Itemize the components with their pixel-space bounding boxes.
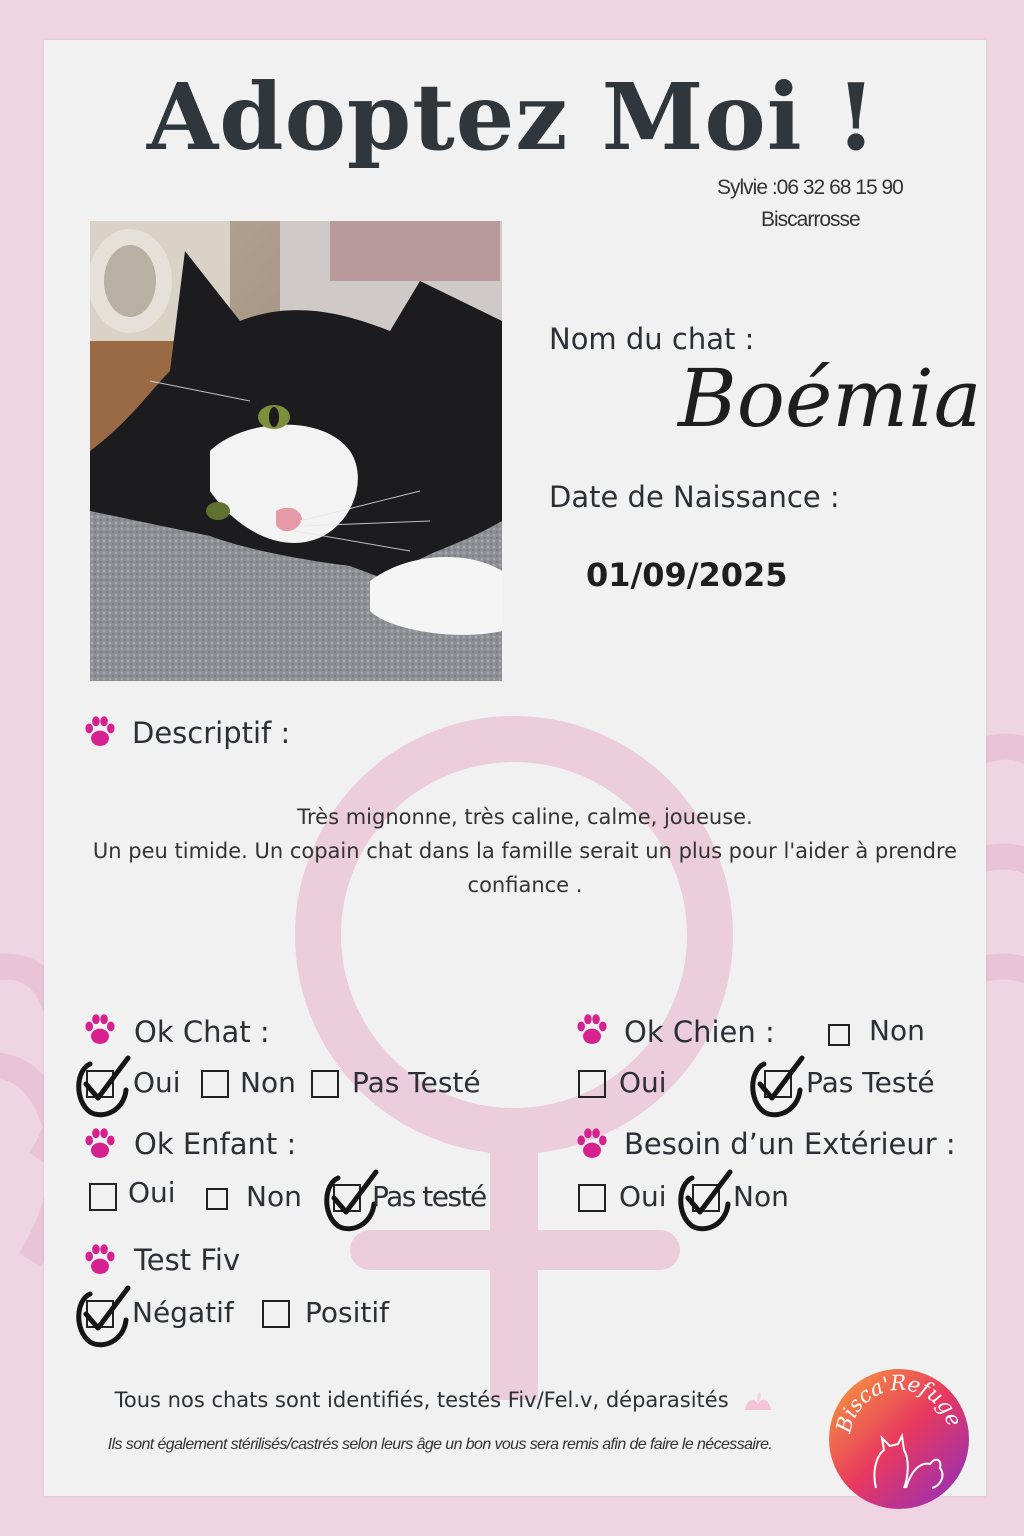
- exterieur-label: Besoin d’un Extérieur :: [624, 1127, 956, 1161]
- footer-text-1: Tous nos chats sont identifiés, testés Fiv/Fel.v, déparasités: [114, 1388, 729, 1412]
- contact-city: Biscarrosse: [761, 208, 860, 231]
- paw-icon: [82, 1126, 118, 1162]
- checkmark-icon: [674, 1168, 736, 1234]
- test-fiv-positif-label: Positif: [305, 1296, 389, 1329]
- test-fiv-positif-checkbox[interactable]: [262, 1300, 290, 1328]
- checkmark-icon: [72, 1284, 134, 1350]
- ok-enfant-non-checkbox[interactable]: [206, 1188, 228, 1210]
- exterieur-oui-label: Oui: [619, 1180, 667, 1213]
- ok-enfant-oui-checkbox[interactable]: [89, 1183, 117, 1211]
- paw-icon: [82, 714, 118, 750]
- test-fiv-label: Test Fiv: [134, 1243, 241, 1277]
- flower-icon: [741, 1390, 775, 1412]
- paw-icon: [574, 1126, 610, 1162]
- cat-name: Boémia: [678, 352, 982, 445]
- birth-date-label: Date de Naissance :: [549, 480, 840, 514]
- paw-icon: [82, 1012, 118, 1048]
- exterieur-oui-checkbox[interactable]: [578, 1184, 606, 1212]
- ok-chien-pas-teste-label: Pas Testé: [806, 1066, 935, 1099]
- test-fiv-negatif-label: Négatif: [132, 1296, 234, 1329]
- ok-enfant-label: Ok Enfant :: [134, 1127, 297, 1161]
- ok-chien-oui-label: Oui: [619, 1066, 667, 1099]
- description-text: [60, 800, 990, 902]
- ok-chat-pas-teste-checkbox[interactable]: [311, 1070, 339, 1098]
- paw-icon: [574, 1012, 610, 1048]
- birth-date: 01/09/2025: [586, 556, 788, 594]
- page-title: Adoptez Moi !: [146, 63, 878, 171]
- ok-enfant-pas-teste-label: Pas testé: [372, 1180, 486, 1213]
- bisca-refuge-logo: [828, 1368, 970, 1510]
- cat-name-label: Nom du chat :: [549, 322, 755, 356]
- ok-enfant-oui-label: Oui: [128, 1176, 176, 1209]
- contact-phone: Sylvie :06 32 68 15 90: [717, 176, 903, 199]
- paw-icon: [82, 1242, 118, 1278]
- ok-chat-pas-teste-label: Pas Testé: [352, 1066, 481, 1099]
- ok-chat-oui-label: Oui: [133, 1066, 181, 1099]
- description-line-2: Un peu timide. Un copain chat dans la famille serait un plus pour l'aider à prendre: [92, 839, 958, 863]
- ok-chat-non-checkbox[interactable]: [201, 1070, 229, 1098]
- footer-line-2: Ils sont également stérilisés/castrés selon leurs âge un bon vous sera remis afin de faire le nécessaire.: [107, 1436, 773, 1453]
- descriptif-label: Descriptif :: [132, 716, 291, 750]
- description-line-3: confiance .: [467, 873, 583, 897]
- logo-text: Bisca'Refuge: [831, 1370, 967, 1436]
- ok-chien-label: Ok Chien :: [624, 1015, 775, 1049]
- ok-chien-oui-checkbox[interactable]: [578, 1070, 606, 1098]
- footer-line-1: [0, 1388, 890, 1412]
- ok-chat-label: Ok Chat :: [134, 1015, 270, 1049]
- checkmark-icon: [72, 1054, 134, 1120]
- exterieur-non-label: Non: [733, 1180, 789, 1213]
- ok-chien-non-label: Non: [869, 1014, 925, 1047]
- ok-enfant-non-label: Non: [246, 1180, 302, 1213]
- checkmark-icon: [746, 1054, 808, 1120]
- ok-chat-non-label: Non: [240, 1066, 296, 1099]
- cat-photo: [90, 221, 502, 681]
- description-line-1: Très mignonne, très caline, calme, joueuse.: [297, 805, 753, 829]
- ok-chien-non-checkbox[interactable]: [828, 1024, 850, 1046]
